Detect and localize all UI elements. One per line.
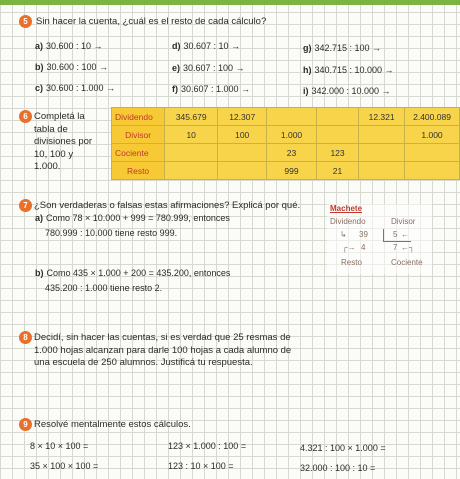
arrow-icon: ← bbox=[401, 230, 409, 239]
machete-dividendo-label: Dividendo bbox=[330, 217, 366, 226]
table-header-resto: Resto bbox=[112, 162, 165, 180]
machete-box bbox=[327, 204, 432, 274]
exercise-5-badge: 5 bbox=[19, 15, 32, 28]
calc-item: 123 : 10 × 100 = bbox=[168, 461, 234, 471]
calc-item: 4.321 : 100 × 1.000 = bbox=[300, 443, 386, 453]
table-cell[interactable] bbox=[405, 144, 460, 162]
arrow-icon: ↳ bbox=[340, 230, 347, 239]
table-header-divisor: Divisor bbox=[112, 126, 165, 144]
ex5-item-b: b) 30.600 : 100 → bbox=[35, 62, 109, 72]
table-header-cociente: Cociente bbox=[112, 144, 165, 162]
table-cell[interactable]: 123 bbox=[316, 144, 358, 162]
machete-divisor-label: Divisor bbox=[391, 217, 416, 226]
machete-resto-label: Resto bbox=[341, 258, 362, 267]
machete-title: Machete bbox=[330, 204, 363, 213]
division-bracket-vertical bbox=[383, 229, 384, 241]
table-cell[interactable]: 999 bbox=[267, 162, 317, 180]
machete-remainder-value: 4 bbox=[361, 243, 366, 252]
table-cell[interactable]: 2.400.089 bbox=[405, 108, 460, 126]
ex5-item-c: c) 30.600 : 1.000 → bbox=[35, 83, 116, 93]
machete-quotient-value: 7 bbox=[393, 243, 398, 252]
division-bracket-horizontal bbox=[383, 241, 411, 242]
table-cell[interactable]: 12.307 bbox=[218, 108, 267, 126]
table-cell[interactable]: 1.000 bbox=[267, 126, 317, 144]
exercise-6-badge: 6 bbox=[19, 110, 32, 123]
exercise-9-badge: 9 bbox=[19, 418, 32, 431]
ex5-item-d: d) 30.607 : 10 → bbox=[172, 41, 241, 51]
ex5-item-g: g) 342.715 : 100 → bbox=[303, 43, 382, 53]
ex5-item-a: a) 30.600 : 10 → bbox=[35, 41, 103, 51]
ex5-item-e: e) 30.607 : 100 → bbox=[172, 63, 245, 73]
top-color-bar bbox=[0, 0, 460, 5]
table-cell[interactable] bbox=[218, 144, 267, 162]
machete-cociente-label: Cociente bbox=[391, 258, 423, 267]
exercise-8-text: Decidí, sin hacer las cuentas, si es verdad que 25 resmas de 1.000 hojas alcanzan para darle 100 hojas a cada alumno de una escuela de 250 alumnos. Justificá tu respuesta. bbox=[34, 332, 292, 368]
calc-item: 35 × 100 × 100 = bbox=[30, 461, 99, 471]
machete-divisor-value: 5 bbox=[393, 230, 398, 239]
calc-item: 8 × 10 × 100 = bbox=[30, 441, 89, 451]
exercise-5-question: Sin hacer la cuenta, ¿cuál es el resto de cada cálculo? bbox=[36, 16, 267, 27]
ex7-item-b-line2: 435.200 : 1.000 tiene resto 2. bbox=[45, 283, 163, 293]
exercise-8-badge: 8 bbox=[19, 331, 32, 344]
ex7-item-a-line2: 780.999 : 10.000 tiene resto 999. bbox=[45, 228, 178, 238]
ex7-item-a: a) Como 78 × 10.000 + 999 = 780.999, entonces bbox=[35, 213, 230, 223]
exercise-7-badge: 7 bbox=[19, 199, 32, 212]
table-cell[interactable] bbox=[267, 108, 317, 126]
table-row bbox=[112, 162, 460, 180]
calc-item: 32.000 : 100 : 10 = bbox=[300, 463, 376, 473]
table-cell[interactable]: 1.000 bbox=[405, 126, 460, 144]
exercise-6-instructions: Completá la tabla de divisiones por 10, 100 y 1.000. bbox=[34, 111, 93, 172]
exercise-7-question: ¿Son verdaderas o falsas estas afirmaciones? Explicá por qué. bbox=[34, 200, 301, 211]
table-header-dividendo: Dividendo bbox=[112, 108, 165, 126]
exercise-9-question: Resolvé mentalmente estos cálculos. bbox=[34, 419, 191, 430]
machete-dividend-value: 39 bbox=[359, 230, 368, 239]
table-row bbox=[112, 144, 460, 162]
table-row bbox=[112, 108, 460, 126]
ex7-item-b: b) Como 435 × 1.000 + 200 = 435.200, entonces bbox=[35, 268, 231, 278]
division-table bbox=[111, 107, 460, 180]
calc-item: 123 × 1.000 : 100 = bbox=[168, 441, 247, 451]
table-row bbox=[112, 126, 460, 144]
ex5-item-i: i) 342.000 : 10.000 → bbox=[303, 86, 391, 96]
table-cell[interactable] bbox=[316, 126, 358, 144]
table-cell[interactable] bbox=[359, 144, 405, 162]
table-cell[interactable] bbox=[316, 108, 358, 126]
ex5-item-f: f) 30.607 : 1.000 → bbox=[172, 84, 251, 94]
arrow-icon: ┌→ bbox=[342, 243, 356, 252]
table-cell[interactable]: 10 bbox=[165, 126, 218, 144]
table-cell[interactable]: 23 bbox=[267, 144, 317, 162]
table-cell[interactable]: 12.321 bbox=[359, 108, 405, 126]
ex5-item-h: h) 340.715 : 10.000 → bbox=[303, 65, 394, 75]
arrow-icon: ←┐ bbox=[401, 243, 415, 252]
table-cell[interactable] bbox=[405, 162, 460, 180]
table-cell[interactable] bbox=[359, 126, 405, 144]
table-cell[interactable]: 100 bbox=[218, 126, 267, 144]
table-cell[interactable]: 21 bbox=[316, 162, 358, 180]
table-cell[interactable] bbox=[165, 162, 218, 180]
table-cell[interactable]: 345.679 bbox=[165, 108, 218, 126]
table-cell[interactable] bbox=[359, 162, 405, 180]
table-cell[interactable] bbox=[218, 162, 267, 180]
table-cell[interactable] bbox=[165, 144, 218, 162]
